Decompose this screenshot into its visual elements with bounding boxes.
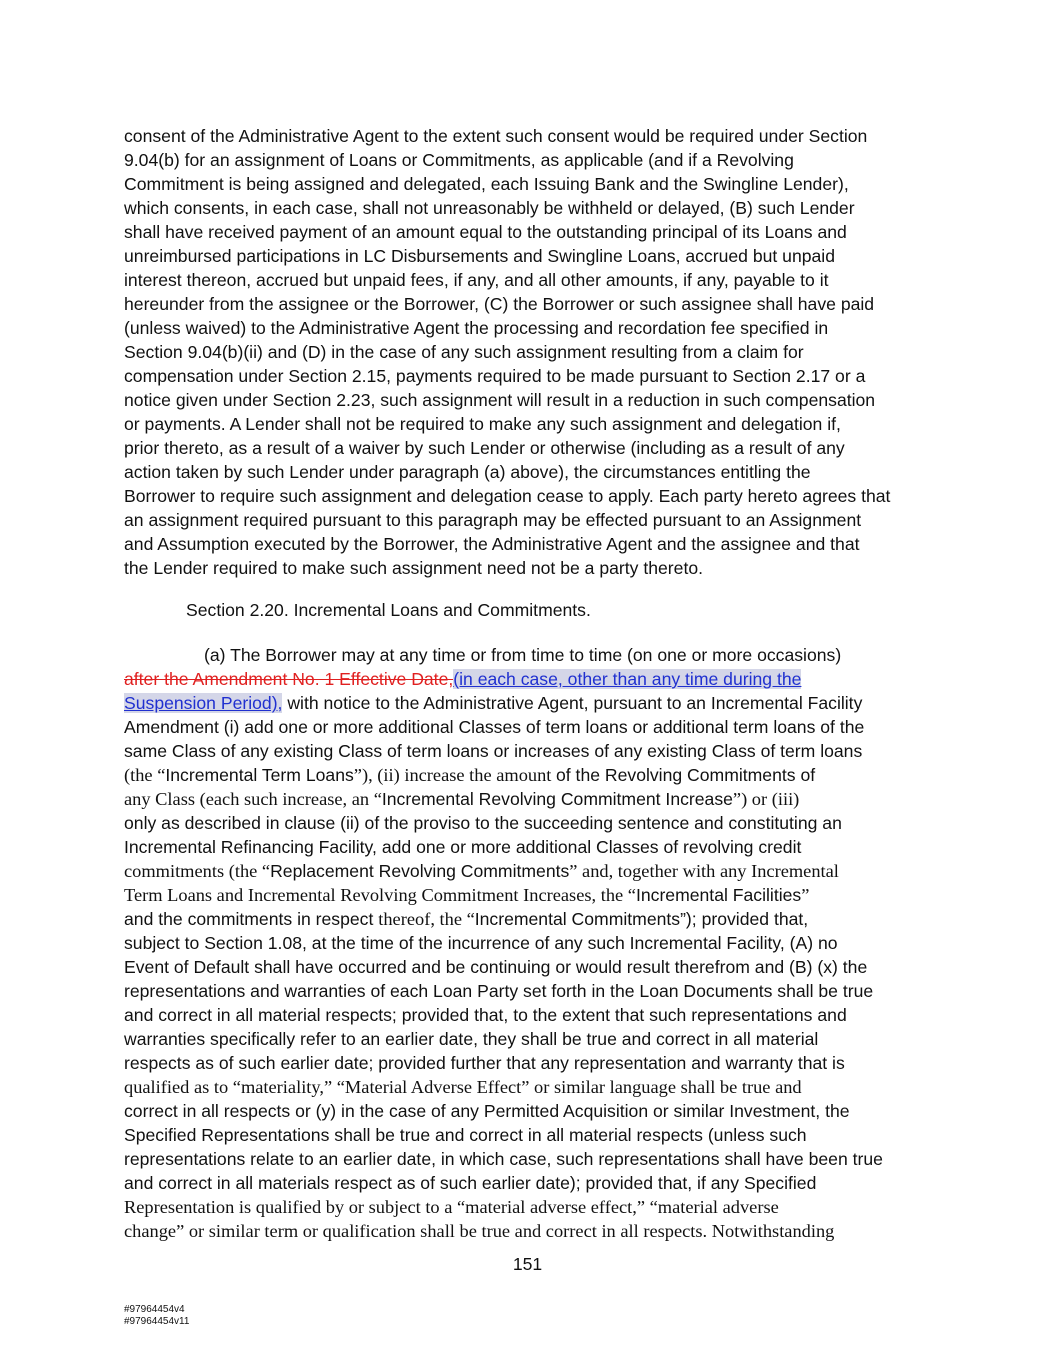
page-number: 151 — [512, 1254, 543, 1274]
text-run: ”) or (iii) — [732, 789, 800, 809]
text-line: shall have received payment of an amount equal to the outstanding principal of its Loans and — [124, 222, 847, 242]
section-heading: Section 2.20. Incremental Loans and Commitments. — [186, 600, 591, 620]
text-line: interest thereon, accrued but unpaid fees, if any, and all other amounts, if any, payable to it — [124, 270, 829, 290]
text-run: and the commitments in respect — [124, 909, 379, 929]
text-line: Event of Default shall have occurred and be continuing or would result therefrom and (B) (x) the — [124, 957, 868, 977]
text-line: the Lender required to make such assignment need not be a party thereto. — [124, 558, 704, 578]
deleted-text: after the Amendment No. 1 Effective Date, — [124, 669, 454, 689]
text-line: change” or similar term or qualification shall be true and correct in all respects. Notwithstanding — [124, 1221, 835, 1241]
text-line: and correct in all material respects; provided that, to the extent that such representations and — [124, 1005, 847, 1025]
text-line: representations and warranties of each Loan Party set forth in the Loan Documents shall be true — [124, 981, 874, 1001]
text-line: Section 9.04(b)(ii) and (D) in the case of any such assignment resulting from a claim for — [124, 342, 804, 362]
text-line: which consents, in each case, shall not unreasonably be withheld or delayed, (B) such Lender — [124, 198, 855, 218]
defined-term: Incremental Term Loans — [165, 765, 354, 785]
text-line: only as described in clause (ii) of the proviso to the succeeding sentence and constituting an — [124, 813, 842, 833]
inserted-text: (in each case, other than any time during the — [453, 669, 802, 689]
text-run: ”); provided that, — [680, 909, 809, 929]
text-line — [124, 859, 944, 883]
text-line — [124, 883, 944, 907]
text-line: notice given under Section 2.23, such assignment will result in a reduction in such compensation — [124, 390, 876, 410]
text-line: or payments. A Lender shall not be required to make any such assignment and delegation if, — [124, 414, 841, 434]
text-line: respects as of such earlier date; provided further that any representation and warranty that is — [124, 1053, 845, 1073]
text-line: hereunder from the assignee or the Borrower, (C) the Borrower or such assignee shall have paid — [124, 294, 875, 314]
text-line: same Class of any existing Class of term loans or increases of any existing Class of term loans — [124, 741, 863, 761]
text-line: compensation under Section 2.15, payments required to be made pursuant to Section 2.17 or a — [124, 366, 866, 386]
text-line — [124, 763, 944, 787]
text-run: ”), (ii) increase the amount — [353, 765, 556, 785]
text-line: Borrower to require such assignment and delegation cease to apply. Each party hereto agrees that — [124, 486, 891, 506]
text-line: and correct in all materials respect as of such earlier date); provided that, if any Specified — [124, 1173, 817, 1193]
document-id: #97964454v4 — [124, 1304, 185, 1315]
text-run: ” — [801, 885, 810, 905]
text-run: any Class (each such increase, an “ — [124, 789, 382, 809]
text-line: and Assumption executed by the Borrower, the Administrative Agent and the assignee and that — [124, 534, 860, 554]
text-line: subject to Section 1.08, at the time of the incurrence of any such Incremental Facility, (A) no — [124, 933, 838, 953]
text-line — [124, 787, 944, 811]
defined-term: Replacement Revolving Commitments — [270, 861, 570, 881]
text-run: with notice to the Administrative Agent, pursuant to an Incremental Facility — [282, 693, 863, 713]
inserted-text: Suspension Period), — [124, 693, 283, 713]
text-run: commitments (the “ — [124, 861, 271, 881]
text-run: thereof, the “ — [378, 909, 475, 929]
text-line: unreimbursed participations in LC Disbursements and Swingline Loans, accrued but unpaid — [124, 246, 836, 266]
text-line — [124, 667, 944, 691]
defined-term: Incremental Facilities — [635, 885, 802, 905]
text-line: action taken by such Lender under paragraph (a) above), the circumstances entitling the — [124, 462, 811, 482]
text-line: an assignment required pursuant to this paragraph may be effected pursuant to an Assignment — [124, 510, 862, 530]
text-line: warranties specifically refer to an earlier date, they shall be true and correct in all material — [124, 1029, 819, 1049]
text-line: (unless waived) to the Administrative Agent the processing and recordation fee specified in — [124, 318, 829, 338]
text-run: (the “ — [124, 765, 166, 785]
text-line: 9.04(b) for an assignment of Loans or Commitments, as applicable (and if a Revolving — [124, 150, 794, 170]
document-id: #97964454v11 — [124, 1316, 190, 1327]
text-line: prior thereto, as a result of a waiver by such Lender or otherwise (including as a result of any — [124, 438, 845, 458]
text-line: Commitment is being assigned and delegated, each Issuing Bank and the Swingline Lender), — [124, 174, 849, 194]
text-line — [124, 691, 944, 715]
text-line: consent of the Administrative Agent to the extent such consent would be required under Section — [124, 126, 868, 146]
text-line: Representation is qualified by or subject to a “material adverse effect,” “material adverse — [124, 1197, 779, 1217]
defined-term: Incremental Revolving Commitment Increase — [381, 789, 733, 809]
text-line — [124, 907, 944, 931]
text-line: qualified as to “materiality,” “Material Adverse Effect” or similar language shall be true and — [124, 1077, 802, 1097]
text-line: (a) The Borrower may at any time or from time to time (on one or more occasions) — [204, 645, 842, 665]
text-line: correct in all respects or (y) in the case of any Permitted Acquisition or similar Investment, the — [124, 1101, 850, 1121]
text-run: Term Loans and Incremental Revolving Commitment Increases, the “ — [124, 885, 636, 905]
text-run: ” and, together with any Incremental — [569, 861, 839, 881]
text-line: representations relate to an earlier date, in which case, such representations shall have been true — [124, 1149, 883, 1169]
text-line: Amendment (i) add one or more additional Classes of term loans or additional term loans of the — [124, 717, 865, 737]
text-line: Incremental Refinancing Facility, add one or more additional Classes of revolving credit — [124, 837, 802, 857]
defined-term: Incremental Commitments — [474, 909, 681, 929]
text-run: of the Revolving Commitments of — [556, 765, 816, 785]
text-line: Specified Representations shall be true and correct in all material respects (unless such — [124, 1125, 807, 1145]
